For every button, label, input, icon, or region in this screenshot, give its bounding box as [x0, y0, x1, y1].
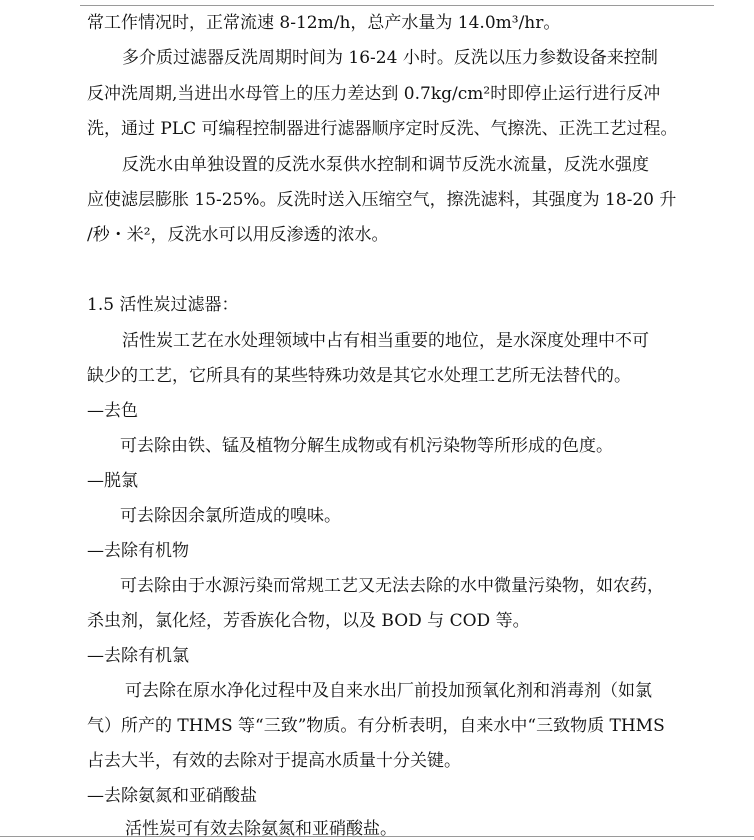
list-item-text: 活性炭可有效去除氨氮和亚硝酸盐。	[125, 819, 397, 839]
list-item-text: 可去除因余氯所造成的嗅味。	[120, 506, 341, 526]
top-divider	[80, 5, 714, 6]
paragraph-line: 活性炭工艺在水处理领域中占有相当重要的地位，是水深度处理中不可	[122, 331, 649, 351]
paragraph-line: 反冲洗周期,当进出水母管上的压力差达到 0.7kg/cm²时即停止运行进行反冲	[87, 84, 661, 104]
list-item-text: 杀虫剂，氯化烃，芳香族化合物，以及 BOD 与 COD 等。	[87, 611, 530, 631]
paragraph-line: 多介质过滤器反洗周期时间为 16-24 小时。反洗以压力参数设备来控制	[122, 48, 658, 68]
list-item-text: 可去除在原水净化过程中及自来水出厂前投加预氧化剂和消毒剂（如氯	[125, 681, 652, 701]
section-heading: 1.5 活性炭过滤器：	[87, 295, 239, 315]
list-item-title: —脱氯	[87, 471, 138, 491]
list-item-title: —去色	[87, 401, 138, 421]
list-item-text: 气）所产的 THMS 等“三致”物质。有分析表明，自来水中“三致物质 THMS	[87, 716, 665, 736]
list-item-text: 可去除由于水源污染而常规工艺又无法去除的水中微量污染物，如农药，	[120, 576, 664, 596]
list-item-title: —去除有机氯	[87, 646, 189, 666]
bottom-divider	[0, 836, 754, 837]
paragraph-line: 应使滤层膨胀 15-25%。反洗时送入压缩空气，擦洗滤料，其强度为 18-20 升	[87, 190, 677, 210]
paragraph-line: 常工作情况时，正常流速 8-12m/h，总产水量为 14.0m³/hr。	[87, 13, 561, 33]
paragraph-line: 缺少的工艺，它所具有的某些特殊功效是其它水处理工艺所无法替代的。	[87, 366, 631, 386]
list-item-text: 可去除由铁、锰及植物分解生成物或有机污染物等所形成的色度。	[120, 436, 613, 456]
paragraph-line: /秒・米²，反洗水可以用反渗透的浓水。	[87, 225, 389, 245]
list-item-title: —去除氨氮和亚硝酸盐	[87, 786, 257, 806]
paragraph-line: 反洗水由单独设置的反洗水泵供水控制和调节反洗水流量，反洗水强度	[122, 155, 649, 175]
list-item-title: —去除有机物	[87, 541, 189, 561]
list-item-text: 占去大半，有效的去除对于提高水质量十分关键。	[87, 751, 461, 771]
paragraph-line: 洗，通过 PLC 可编程控制器进行滤器顺序定时反洗、气擦洗、正洗工艺过程。	[87, 119, 678, 139]
